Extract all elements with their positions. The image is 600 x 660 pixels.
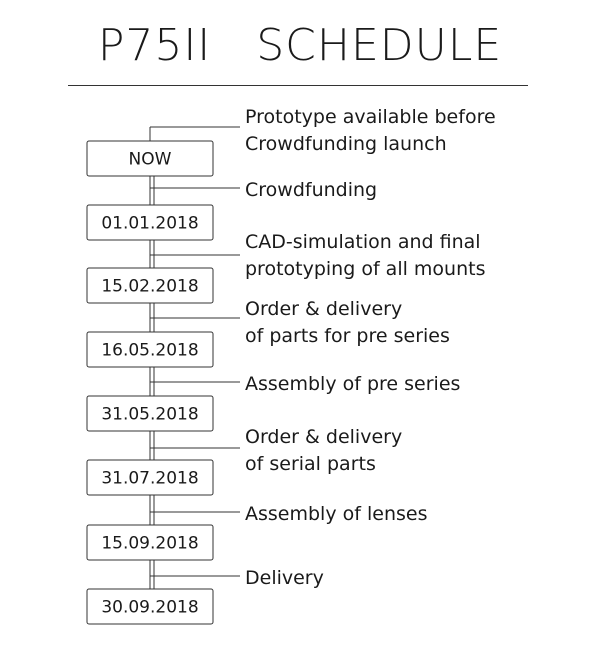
phase-label: Assembly of pre series (245, 373, 461, 395)
milestone-date: 16.05.2018 (101, 340, 199, 361)
phase-label: Assembly of lenses (245, 503, 428, 525)
milestone-date: 31.07.2018 (101, 468, 199, 489)
milestone-date: 30.09.2018 (101, 597, 199, 618)
phase-label: Delivery (245, 567, 324, 589)
phase-label: of serial parts (245, 453, 376, 475)
phase-label: of parts for pre series (245, 325, 450, 347)
phase-label: CAD-simulation and final (245, 231, 481, 253)
phase-label: Order & delivery (245, 426, 403, 448)
phase-label: Crowdfunding (245, 179, 378, 201)
milestone-date: 31.05.2018 (101, 404, 199, 425)
page-title: P75II SCHEDULE (97, 20, 503, 71)
milestone-date: 15.09.2018 (101, 533, 199, 554)
milestone-date: NOW (128, 149, 172, 170)
phase-label: Order & delivery (245, 298, 403, 320)
phase-label: Crowdfunding launch (245, 133, 447, 155)
phase-label: Prototype available before (245, 106, 496, 128)
milestone-date: 01.01.2018 (101, 213, 199, 234)
phase-label: prototyping of all mounts (245, 258, 486, 280)
milestone-date: 15.02.2018 (101, 276, 199, 297)
